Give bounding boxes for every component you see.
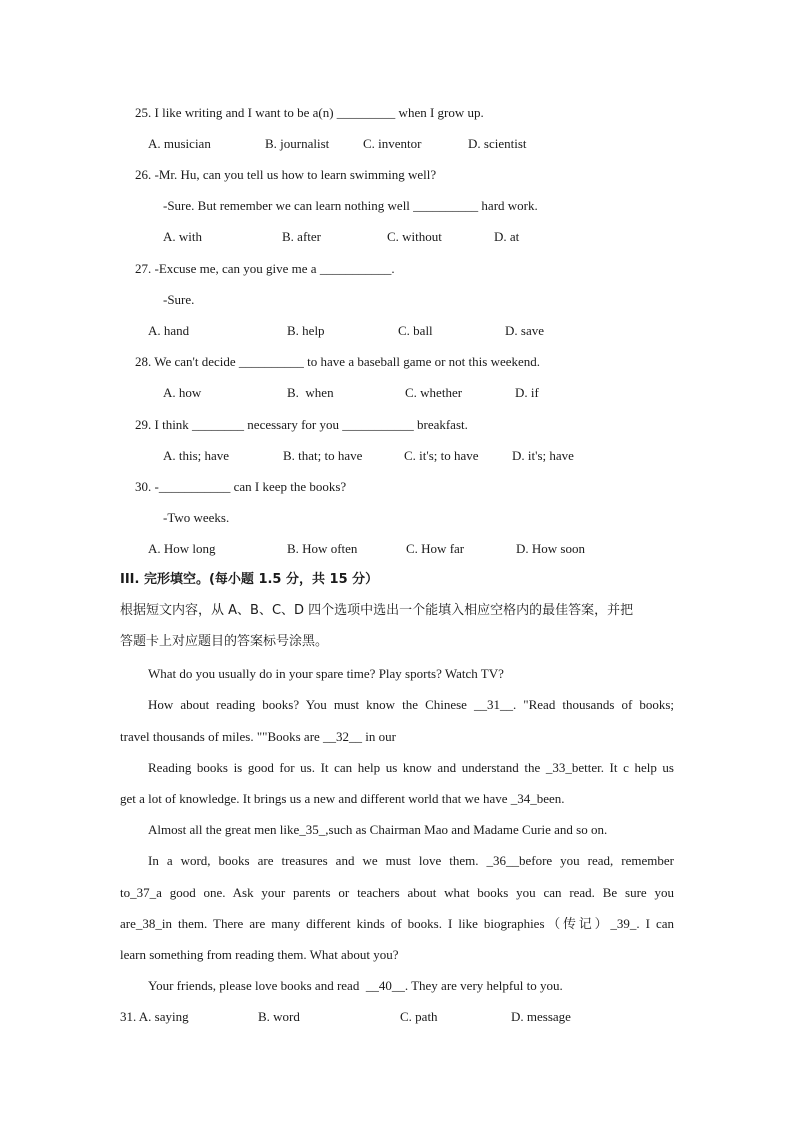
q31-option-c: C. path: [400, 1009, 438, 1024]
question-26-stem: 26. -Mr. Hu, can you tell us how to learn swimming well?: [135, 167, 437, 182]
q26-option-a: A. with: [163, 229, 202, 244]
q26-option-c: C. without: [387, 229, 442, 244]
q29-option-a: A. this; have: [163, 448, 230, 463]
q27-option-c: C. ball: [398, 323, 433, 338]
passage-paragraph-1: What do you usually do in your spare time? Play sports? Watch TV?: [148, 666, 504, 681]
passage-paragraph-5-line1: In a word, books are treasures and we must love them. _36__before you read, remember: [148, 853, 674, 868]
passage-paragraph-6: Your friends, please love books and read __40__. They are very helpful to you.: [148, 978, 563, 993]
q29-option-d: D. it's; have: [512, 448, 574, 463]
q31-option-b: B. word: [258, 1009, 300, 1024]
q31-option-a: 31. A. saying: [120, 1009, 189, 1024]
q28-option-c: C. whether: [405, 385, 463, 400]
question-25-stem: 25. I like writing and I want to be a(n) _________ when I grow up.: [135, 105, 484, 120]
q30-option-a: A. How long: [148, 541, 216, 556]
q30-option-d: D. How soon: [516, 541, 585, 556]
passage-paragraph-3-line2: get a lot of knowledge. It brings us a new and different world that we have _34_been.: [120, 791, 565, 806]
section-instruction-line2: 答题卡上对应题目的答案标号涂黑。: [120, 634, 329, 649]
q25-option-b: B. journalist: [265, 136, 330, 151]
q31-option-d: D. message: [511, 1009, 571, 1024]
q25-option-d: D. scientist: [468, 136, 527, 151]
passage-paragraph-2-line1: How about reading books? You must know the Chinese __31__. "Read thousands of books;: [148, 697, 674, 712]
q30-option-b: B. How often: [287, 541, 358, 556]
question-27-reply: -Sure.: [163, 292, 195, 307]
q27-option-d: D. save: [505, 323, 544, 338]
q29-option-b: B. that; to have: [283, 448, 363, 463]
question-26-reply: -Sure. But remember we can learn nothing well __________ hard work.: [163, 198, 538, 213]
q25-option-c: C. inventor: [363, 136, 422, 151]
q28-option-b: B. when: [287, 385, 334, 400]
section-instruction-line1: 根据短文内容，从 A、B、C、D 四个选项中选出一个能填入相应空格内的最佳答案，并把: [120, 603, 634, 618]
section-heading: III. 完形填空。(每小题 1.5 分，共 15 分）: [120, 572, 379, 587]
q28-option-a: A. how: [163, 385, 202, 400]
passage-paragraph-4: Almost all the great men like_35_,such as Chairman Mao and Madame Curie and so on.: [148, 822, 608, 837]
passage-paragraph-5-line3: are_38_in them. There are many different kinds of books. I like biographies（传记）_39_. I can: [120, 916, 674, 931]
passage-paragraph-5-line4: learn something from reading them. What about you?: [120, 947, 399, 962]
q25-option-a: A. musician: [148, 136, 211, 151]
question-29-stem: 29. I think ________ necessary for you ___________ breakfast.: [135, 417, 468, 432]
passage-paragraph-2-line2: travel thousands of miles. ""Books are __32__ in our: [120, 729, 396, 744]
q26-option-b: B. after: [282, 229, 321, 244]
q27-option-b: B. help: [287, 323, 325, 338]
question-27-stem: 27. -Excuse me, can you give me a ___________.: [135, 261, 395, 276]
passage-paragraph-5-line2: to_37_a good one. Ask your parents or teachers about what books you can read. Be sure you: [120, 885, 674, 900]
q30-option-c: C. How far: [406, 541, 465, 556]
q29-option-c: C. it's; to have: [404, 448, 479, 463]
q28-option-d: D. if: [515, 385, 539, 400]
question-30-stem: 30. -___________ can I keep the books?: [135, 479, 347, 494]
q27-option-a: A. hand: [148, 323, 190, 338]
passage-paragraph-3-line1: Reading books is good for us. It can help us know and understand the _33_better. It c help us: [148, 760, 674, 775]
q26-option-d: D. at: [494, 229, 520, 244]
question-28-stem: 28. We can't decide __________ to have a baseball game or not this weekend.: [135, 354, 541, 369]
question-30-reply: -Two weeks.: [163, 510, 230, 525]
